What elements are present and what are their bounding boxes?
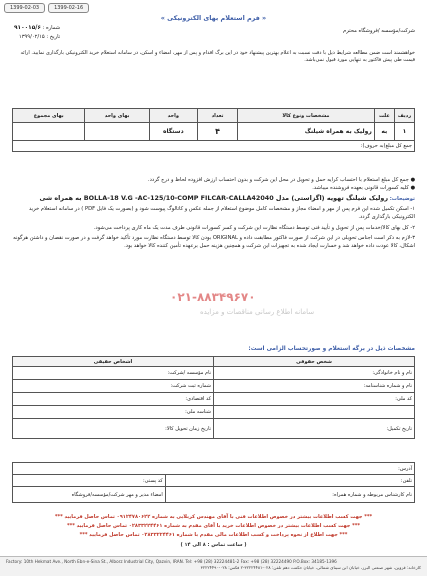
- table-row: [13, 367, 415, 380]
- notes-section: [12, 176, 415, 251]
- number-row: [14, 24, 60, 33]
- info-header-row: [13, 357, 415, 367]
- info-cell[interactable]: [214, 406, 415, 419]
- number-label: شماره :: [42, 25, 61, 31]
- footer-address-en: Factory: 10th Hekmat Ave., North Ebn-e-Sina St., Alborz Industrial City, Qazvin, IRAN. Tel: +98 (28) 32224481-2 Fax: +98 (28) 32224490 P.O.Box: 34185-1396: [6, 559, 337, 564]
- table-row: [13, 393, 415, 406]
- contact-field[interactable]: نام کارشناس مربوطه و شماره همراه:: [165, 487, 414, 503]
- cell-reason: به: [374, 123, 394, 141]
- page-footer: [0, 556, 427, 576]
- info-cell[interactable]: تاریخ زمان تحویل کالا:: [13, 419, 214, 439]
- date-label: تاریخ :: [46, 34, 61, 41]
- address-field[interactable]: آدرس:: [13, 463, 415, 475]
- tab-date-2[interactable]: 1399-02-16: [48, 3, 89, 13]
- info-cell[interactable]: نام و نام خانوادگی:: [214, 367, 415, 380]
- footer-address-fa: کارخانه: قزوین، شهر صنعتی البرز، خیابان ابن سینای شمالی، خیابان حکمت دهم تلفن: ۰۲۸-۳۲۲۲۴۴۸۱-۲ فکس: ۰۲۸-۳۲۲۲۴۴۹۰: [200, 565, 421, 571]
- note-2-text: کلیه کسورات قانونی بعهده فروشنده میباشد.: [312, 185, 409, 192]
- header-meta: [14, 24, 60, 42]
- postal-code-field[interactable]: کد پستی:: [13, 475, 166, 487]
- table-row: [13, 123, 415, 141]
- info-cell[interactable]: تاریخ تکمیل:: [214, 419, 415, 439]
- table-row: [13, 419, 415, 439]
- note-5: ۳-لازم به ذکر است اجناس تحویلی در این شرکت از صورت فاکتور مطابقت داده و ORIGINAL بودن کالا توسط دستگاه نظارت مورد تأکید خواهد گرفت و در صورت نقصان و داشتن هرگونه اشکال، کالا عودت داده خواهد شد و خسارت ایجاد شده به تجهیزات این شرکت و همچنین هزینه حمل برعهده تأمین کننده کالا خواهد بود.: [13, 234, 415, 250]
- cell-qty: ۴: [197, 123, 237, 141]
- tech-contact-note: *** جهت کسب اطلاعات بیشتر در خصوص اطلاعات فنی با آقای مهندس کربلایی به شماره ۰۹۱۲۴۷۸۰۶۲۲ تماس حاصل فرمایید ***: [54, 514, 373, 520]
- items-header-row: [13, 109, 415, 123]
- cell-unit: دستگاه: [149, 123, 197, 141]
- header-unit: واحد: [149, 109, 197, 123]
- intro-text: خواهشمند است ضمن مطالعه شرایط ذیل با دقت نسبت به اعلام بهترین پیشنهاد خود در این برگ اقدام و پس از مهر، امضاء و اسکن، در سامانه استعلام خرید الکترونیکی بارگذاری نمایید. ارائه قیمت طی پیش فاکتور به تنهایی مورد قبول نمی‌باشد.: [20, 50, 415, 64]
- table-row: [13, 475, 415, 487]
- total-label: جمع کل مبلغ(به حروف):: [13, 141, 415, 152]
- info-cell[interactable]: شماره ثبت شرکت:: [13, 380, 214, 393]
- info-cell[interactable]: شناسه ملی:: [13, 406, 214, 419]
- address-table-wrapper: [12, 462, 415, 503]
- date-value: ۱۳۹۹/۰۲/۱۵: [18, 34, 45, 41]
- info-cell[interactable]: کد اقتصادی:: [13, 393, 214, 406]
- note-4: ۲- کل بهای کالا/خدمات پس از تحویل و تأیید فنی توسط دستگاه نظارت این شرکت و کسر کسورات قانونی طرف مدت یک ماه کاری پرداخت می‌شود.: [93, 224, 415, 231]
- note-3: ۱- اسکن تکمیل شده این فرم پس از مهر و امضاء مجاز و مشخصات کامل موضوع استعلام از جمله عکس و کاتالوگ پیوست شود و (بصورت یک فایل PDF ) در سامانه استعلام خرید الکترونیکی بارگذاری گردد.: [28, 205, 415, 221]
- header-description: مشخصات ونوع کالا: [238, 109, 375, 123]
- info-cell[interactable]: نام مؤسسه /شرکت:: [13, 367, 214, 380]
- total-row: [13, 141, 415, 152]
- info-table: [12, 356, 415, 439]
- table-row: [13, 487, 415, 503]
- note-1: ● جمع کل مبلغ استعلام با احتساب کرایه حمل و تحویل در محل این شرکت و بدون احتساب ارزش افزوده لحاظ و درج گردد.: [147, 177, 415, 183]
- info-table-wrapper: [12, 356, 415, 439]
- info-cell[interactable]: نام و شماره شناسنامه:: [214, 380, 415, 393]
- header-row-number: ردیف: [394, 109, 414, 123]
- contact-hours: ( ساعت تماس : ۸ الی ۱۴ ): [180, 542, 247, 548]
- description-label: توضیحات:: [389, 195, 415, 202]
- form-title: « فرم استعلام بهای الکترونیکی »: [160, 14, 267, 22]
- purchase-contact-note: *** جهت کسب اطلاعات بیشتر در خصوص اطلاعات خرید با آقای مقدم به شماره ۰۲۸۳۳۲۲۴۴۶۱ تماس حاصل فرمایید ***: [67, 523, 360, 529]
- description-row: [12, 193, 415, 203]
- items-table-wrapper: [12, 108, 415, 152]
- header-natural-person: اشخاص حقیقی: [13, 357, 214, 367]
- note-1-text: جمع کل مبلغ استعلام با احتساب کرایه حمل و تحویل در محل این شرکت و بدون احتساب ارزش افزوده لحاظ و درج گردد.: [147, 177, 409, 183]
- section-title: مشخصات ذیل در برگه استعلام و صورتحساب الزامی است:: [248, 346, 415, 352]
- phone-field[interactable]: تلفن:: [165, 475, 414, 487]
- payment-contact-note: *** جهت اطلاع از نحوه پرداخت و کسب اطلاعات مالی مقدم با شماره ۰۲۸۳۳۲۲۴۴۶۱ تماس حاصل فرمایید ***: [79, 532, 348, 538]
- table-row: [13, 406, 415, 419]
- cell-description: رولیک به همراه شیلنگ: [238, 123, 375, 141]
- signature-field[interactable]: امضاء مدیر و مهر شرکت/مؤسسه/فروشگاه: [13, 487, 166, 503]
- items-table: [12, 108, 415, 152]
- description-text: رولیک شیلنگ تهویه (اگزاستی) مدل BOLLA-18 V.G -AC-125/10-COMP FILCAR-CALLA42040 به همراه شی: [39, 193, 389, 202]
- header-total: بهای مجموع: [13, 109, 85, 123]
- company-label: شرکت/مؤسسه /فروشگاه محترم: [343, 28, 415, 34]
- watermark-text: سامانه اطلاع رسانی مناقصات و مزایده: [200, 308, 315, 316]
- header-reason: علت: [374, 109, 394, 123]
- tab-date-1[interactable]: 1399-02-03: [4, 3, 45, 13]
- cell-total[interactable]: [13, 123, 85, 141]
- date-tabs: [4, 3, 89, 13]
- cell-unit-price[interactable]: [85, 123, 149, 141]
- header-unit-price: بهای واحد: [85, 109, 149, 123]
- header-qty: تعداد: [197, 109, 237, 123]
- note-2: ● کلیه کسورات قانونی بعهده فروشنده میباشد.: [312, 185, 415, 192]
- table-row: [13, 380, 415, 393]
- number-value: ۹۱۰۰۱۵/۶: [14, 25, 41, 31]
- info-cell[interactable]: کد ملی:: [214, 393, 415, 406]
- cell-row-number: ۱: [394, 123, 414, 141]
- header-legal-person: شخص حقوقی: [214, 357, 415, 367]
- table-row: [13, 463, 415, 475]
- date-row: [14, 33, 60, 41]
- watermark-phone: ۰۲۱-۸۸۳۴۹۶۷۰: [170, 290, 256, 304]
- address-table: [12, 462, 415, 503]
